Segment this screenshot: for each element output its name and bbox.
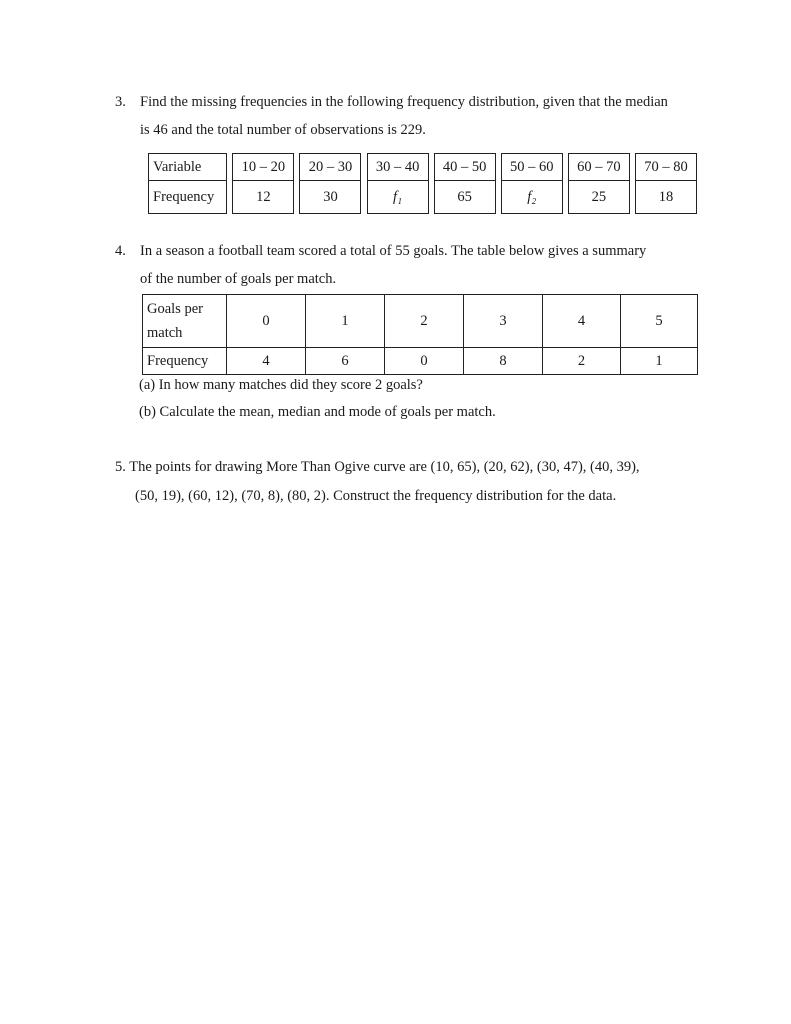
q3-frequency-cell: 65 xyxy=(434,181,495,214)
q3-number: 3. xyxy=(115,94,126,110)
q3-frequency-cell: 25 xyxy=(568,181,629,214)
q3-class-cell: 40 – 50 xyxy=(434,154,495,181)
q3-class-cell: 20 – 30 xyxy=(300,154,361,181)
q4-goals-cell: 5 xyxy=(621,295,698,348)
q4-text-line2: of the number of goals per match. xyxy=(140,271,337,287)
q3-frequency-cell: 30 xyxy=(300,181,361,214)
q5-text-line1: 5. The points for drawing More Than Ogive curve are (10, 65), (20, 62), (30, 47), (40, 39), xyxy=(115,459,640,475)
q4-goals-cell: 3 xyxy=(464,295,543,348)
q4-goals-table xyxy=(142,294,698,375)
q4-part-a: (a) In how many matches did they score 2 goals? xyxy=(139,377,423,393)
q5-text-line2: (50, 19), (60, 12), (70, 8), (80, 2). Construct the frequency distribution for the data. xyxy=(135,488,617,504)
q3-class-cell: 50 – 60 xyxy=(501,154,562,181)
q3-text-line2: is 46 and the total number of observations is 229. xyxy=(140,122,426,138)
q4-header-line2: match xyxy=(147,325,183,341)
q4-goals-cell: 2 xyxy=(385,295,464,348)
q4-frequency-cell: 1 xyxy=(621,348,698,375)
q4-goals-cell: 0 xyxy=(227,295,306,348)
q4-header-line1: Goals per xyxy=(147,301,203,317)
q3-frequency-table xyxy=(148,153,697,214)
q3-class-cell: 30 – 40 xyxy=(367,154,428,181)
q4-frequency-cell: 4 xyxy=(227,348,306,375)
q3-class-cell: 70 – 80 xyxy=(635,154,696,181)
q3-row-label-variable: Variable xyxy=(149,154,227,181)
q3-class-cell: 10 – 20 xyxy=(233,154,294,181)
q3-class-cell: 60 – 70 xyxy=(568,154,629,181)
q4-row-label-frequency: Frequency xyxy=(143,348,227,375)
q4-frequency-cell: 6 xyxy=(306,348,385,375)
q4-part-b: (b) Calculate the mean, median and mode of goals per match. xyxy=(139,404,496,420)
q4-header-goals-per-match xyxy=(143,295,227,348)
q4-goals-cell: 1 xyxy=(306,295,385,348)
q4-number: 4. xyxy=(115,243,126,259)
q4-frequency-cell: 0 xyxy=(385,348,464,375)
q4-frequency-cell: 2 xyxy=(543,348,621,375)
q3-text-line1: Find the missing frequencies in the following frequency distribution, given that the median xyxy=(140,94,668,110)
q4-frequency-cell: 8 xyxy=(464,348,543,375)
q3-frequency-cell: f₂ xyxy=(501,181,562,214)
q3-frequency-cell: 12 xyxy=(233,181,294,214)
q3-frequency-cell: 18 xyxy=(635,181,696,214)
q3-row-label-frequency: Frequency xyxy=(149,181,227,214)
q4-text-line1: In a season a football team scored a total of 55 goals. The table below gives a summary xyxy=(140,243,647,259)
q4-goals-cell: 4 xyxy=(543,295,621,348)
q3-frequency-cell: f₁ xyxy=(367,181,428,214)
